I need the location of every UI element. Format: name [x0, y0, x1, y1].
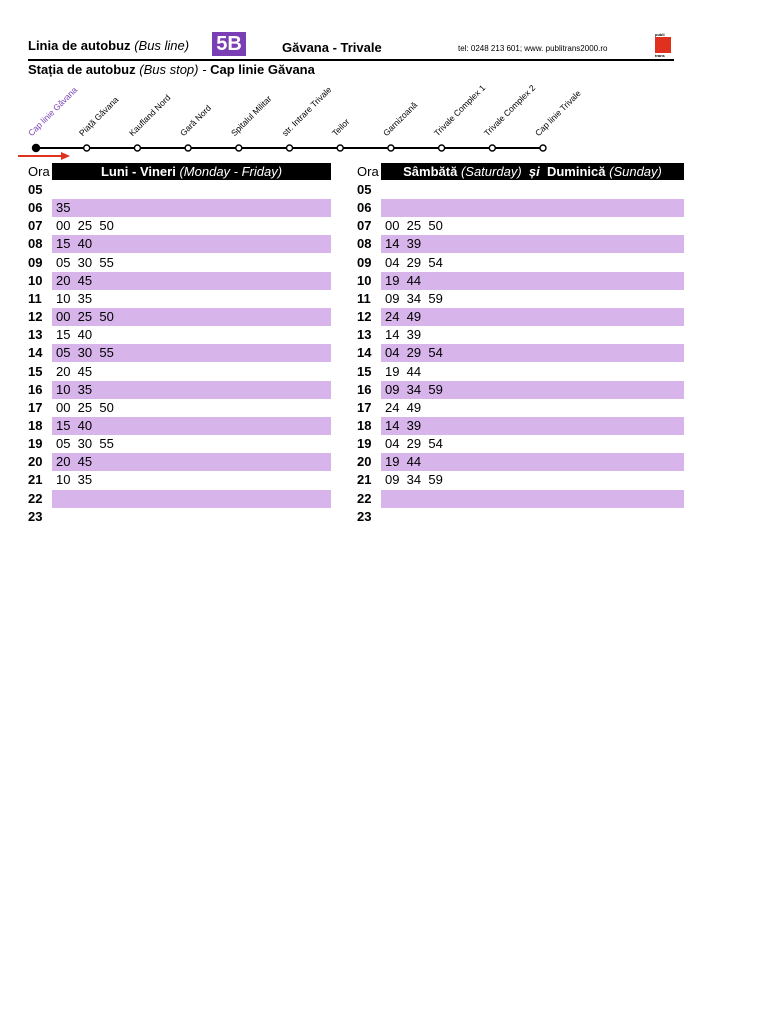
route-stop-label: Trivale Complex 2	[482, 82, 538, 138]
weekday-minutes: 10 35	[56, 472, 93, 488]
weekday-minutes: 15 40	[56, 327, 93, 343]
route-stop-marker	[489, 145, 495, 151]
weekday-minutes: 35	[52, 199, 331, 217]
bus-stop-label-en: (Bus stop)	[139, 62, 199, 77]
weekend-hour: 19	[357, 436, 372, 452]
weekend-row	[357, 181, 684, 199]
weekday-row	[28, 344, 331, 362]
weekday-hour: 09	[28, 254, 43, 270]
weekday-hour: 15	[28, 363, 43, 379]
weekday-minutes: 20 45	[52, 453, 331, 471]
weekday-minutes: 00 25 50	[56, 399, 114, 415]
weekend-row	[357, 254, 684, 272]
weekend-hour: 20	[357, 454, 372, 470]
weekend-minutes: 14 39	[381, 235, 684, 253]
weekday-title: Luni - Vineri	[100, 164, 176, 179]
contact-info: tel: 0248 213 601; www. publitrans2000.ro	[458, 44, 608, 53]
weekend-minutes: 19 44	[385, 363, 422, 379]
weekend-hour: 14	[357, 345, 372, 361]
weekday-hour: 23	[28, 508, 43, 524]
weekday-hour: 18	[28, 417, 43, 433]
weekday-hour: 21	[28, 472, 43, 488]
route-name: Găvana - Trivale	[282, 40, 382, 55]
route-stop-marker	[84, 145, 90, 151]
weekend-hour: 12	[357, 309, 372, 325]
direction-arrow-head	[61, 152, 70, 160]
weekday-row	[28, 363, 331, 381]
weekday-title-en: (Monday - Friday)	[179, 164, 283, 179]
weekday-hour: 12	[28, 309, 43, 325]
weekday-minutes: 05 30 55	[56, 436, 114, 452]
weekend-minutes	[381, 508, 684, 526]
route-stop-label: Trivale Complex 1	[431, 82, 487, 138]
bus-line-label-en: (Bus line	[134, 38, 185, 53]
weekend-row	[357, 381, 684, 399]
weekday-hour: 19	[28, 436, 43, 452]
weekday-minutes: 15 40	[52, 235, 331, 253]
route-stop-label: Teilor	[330, 116, 352, 138]
weekday-header	[52, 163, 331, 180]
weekend-title-si: și	[528, 164, 540, 179]
weekend-minutes: 04 29 54	[385, 436, 443, 452]
weekday-minutes: 20 45	[52, 272, 331, 290]
weekend-minutes: 09 34 59	[385, 472, 443, 488]
weekend-row	[357, 344, 684, 362]
weekend-minutes	[381, 490, 684, 508]
weekend-minutes: 09 34 59	[385, 290, 443, 306]
weekend-hour: 18	[357, 417, 372, 433]
weekday-hour: 07	[28, 218, 43, 234]
route-stop-marker	[236, 145, 242, 151]
weekend-row	[357, 217, 684, 235]
weekday-row	[28, 235, 331, 253]
weekday-minutes: 05 30 55	[56, 254, 114, 270]
weekend-minutes: 24 49	[381, 308, 684, 326]
route-stop-marker	[540, 145, 546, 151]
bus-line-label-close: )	[184, 38, 190, 53]
weekday-row	[28, 181, 331, 199]
weekend-title-sun: Duminică	[546, 164, 606, 179]
weekend-minutes: 14 39	[385, 327, 422, 343]
weekend-minutes: 00 25 50	[385, 218, 443, 234]
weekday-minutes: 10 35	[56, 290, 93, 306]
weekend-row	[357, 290, 684, 308]
route-stop-marker	[33, 145, 40, 152]
weekend-row	[357, 453, 684, 471]
weekend-row	[357, 308, 684, 326]
bus-stop-name: Cap linie Găvana	[210, 62, 315, 77]
bus-stop-label: Stația de autobuz	[28, 62, 136, 77]
weekday-hour: 08	[28, 236, 43, 252]
route-stop-label: Cap linie Găvana	[25, 84, 80, 138]
weekend-hour: 05	[357, 182, 372, 197]
weekend-minutes	[381, 181, 684, 199]
weekend-hour: 23	[357, 508, 372, 524]
weekday-hour: 17	[28, 399, 43, 415]
weekday-row	[28, 508, 331, 526]
route-stop-label: Piață Găvana	[76, 94, 121, 138]
weekend-hour: 11	[357, 290, 371, 306]
weekday-hour: 14	[28, 345, 43, 361]
weekend-row	[357, 417, 684, 435]
route-stop-label: Kaufland Nord	[127, 92, 173, 138]
weekday-row	[28, 453, 331, 471]
weekday-ora-label: Ora	[28, 164, 50, 179]
route-stop-label: str. Intrare Trivale	[279, 84, 333, 138]
weekend-hour: 10	[357, 272, 372, 288]
route-stop-label: Spitalul Militar	[228, 93, 274, 138]
weekday-row	[28, 435, 331, 453]
weekday-minutes: 00 25 50	[56, 218, 114, 234]
weekday-row	[28, 417, 331, 435]
route-stop-label: Garnizoană	[380, 99, 419, 138]
weekday-hour: 16	[28, 381, 43, 397]
weekday-row	[28, 399, 331, 417]
weekday-hour: 06	[28, 200, 43, 216]
weekday-row	[28, 326, 331, 344]
weekday-hour: 22	[28, 490, 43, 506]
weekend-hour: 06	[357, 200, 372, 216]
weekend-row	[357, 199, 684, 217]
weekday-hour: 11	[28, 290, 42, 306]
weekend-hour: 15	[357, 363, 372, 379]
weekday-row	[28, 471, 331, 489]
weekday-row	[28, 308, 331, 326]
weekend-hour: 22	[357, 490, 372, 506]
weekday-row	[28, 272, 331, 290]
weekday-hour: 20	[28, 454, 43, 470]
weekend-row	[357, 399, 684, 417]
route-stop-marker	[388, 145, 394, 151]
weekend-hour: 17	[357, 399, 372, 415]
route-stop-marker	[337, 145, 343, 151]
bus-line-label: Linia de autobuz	[28, 38, 131, 53]
weekend-hour: 16	[357, 381, 372, 397]
weekday-row	[28, 199, 331, 217]
route-diagram	[0, 80, 768, 162]
weekday-hour: 10	[28, 272, 43, 288]
weekend-minutes: 24 49	[385, 399, 422, 415]
weekend-hour: 09	[357, 254, 372, 270]
weekday-hour: 13	[28, 327, 43, 343]
weekend-minutes: 09 34 59	[381, 381, 684, 399]
route-stop-label: Cap linie Trivale	[532, 88, 583, 138]
logo-text-bottom: trans	[655, 53, 665, 58]
weekend-row	[357, 471, 684, 489]
weekend-row	[357, 235, 684, 253]
weekend-title-sat: Sâmbătă	[403, 164, 458, 179]
weekend-hour: 13	[357, 327, 372, 343]
weekend-ora-label: Ora	[357, 164, 379, 179]
weekday-minutes: 20 45	[56, 363, 93, 379]
weekday-row	[28, 290, 331, 308]
weekday-row	[28, 381, 331, 399]
weekend-hour: 08	[357, 236, 372, 252]
route-stop-marker	[439, 145, 445, 151]
bus-stop-dash: -	[202, 62, 207, 77]
weekend-header	[381, 163, 684, 180]
weekend-row	[357, 490, 684, 508]
weekday-row	[28, 254, 331, 272]
weekday-minutes: 00 25 50	[52, 308, 331, 326]
weekday-minutes: 10 35	[52, 381, 331, 399]
route-stop-marker	[287, 145, 293, 151]
weekday-minutes: 05 30 55	[52, 344, 331, 362]
weekday-minutes	[52, 181, 331, 199]
weekend-row	[357, 363, 684, 381]
route-stop-marker	[185, 145, 191, 151]
weekday-minutes: 15 40	[52, 417, 331, 435]
weekend-minutes	[381, 199, 684, 217]
weekend-minutes: 04 29 54	[381, 344, 684, 362]
weekend-title-sat-en: (Saturday)	[460, 164, 522, 179]
weekday-minutes	[52, 490, 331, 508]
weekend-hour: 21	[357, 472, 372, 488]
weekend-minutes: 04 29 54	[385, 254, 443, 270]
weekend-row	[357, 508, 684, 526]
weekend-title-sun-en: (Sunday)	[609, 164, 662, 179]
route-stop-label: Gară Nord	[178, 102, 214, 138]
weekend-row	[357, 435, 684, 453]
weekend-minutes: 19 44	[381, 453, 684, 471]
route-stop-marker	[134, 145, 140, 151]
logo-text-top: publi	[655, 32, 665, 37]
weekend-row	[357, 272, 684, 290]
weekend-minutes: 19 44	[381, 272, 684, 290]
weekend-row	[357, 326, 684, 344]
weekend-minutes: 14 39	[381, 417, 684, 435]
weekday-minutes	[52, 508, 331, 526]
weekday-row	[28, 217, 331, 235]
line-number-badge: 5B	[212, 32, 246, 56]
weekday-row	[28, 490, 331, 508]
weekday-hour: 05	[28, 182, 43, 197]
weekend-hour: 07	[357, 218, 372, 234]
